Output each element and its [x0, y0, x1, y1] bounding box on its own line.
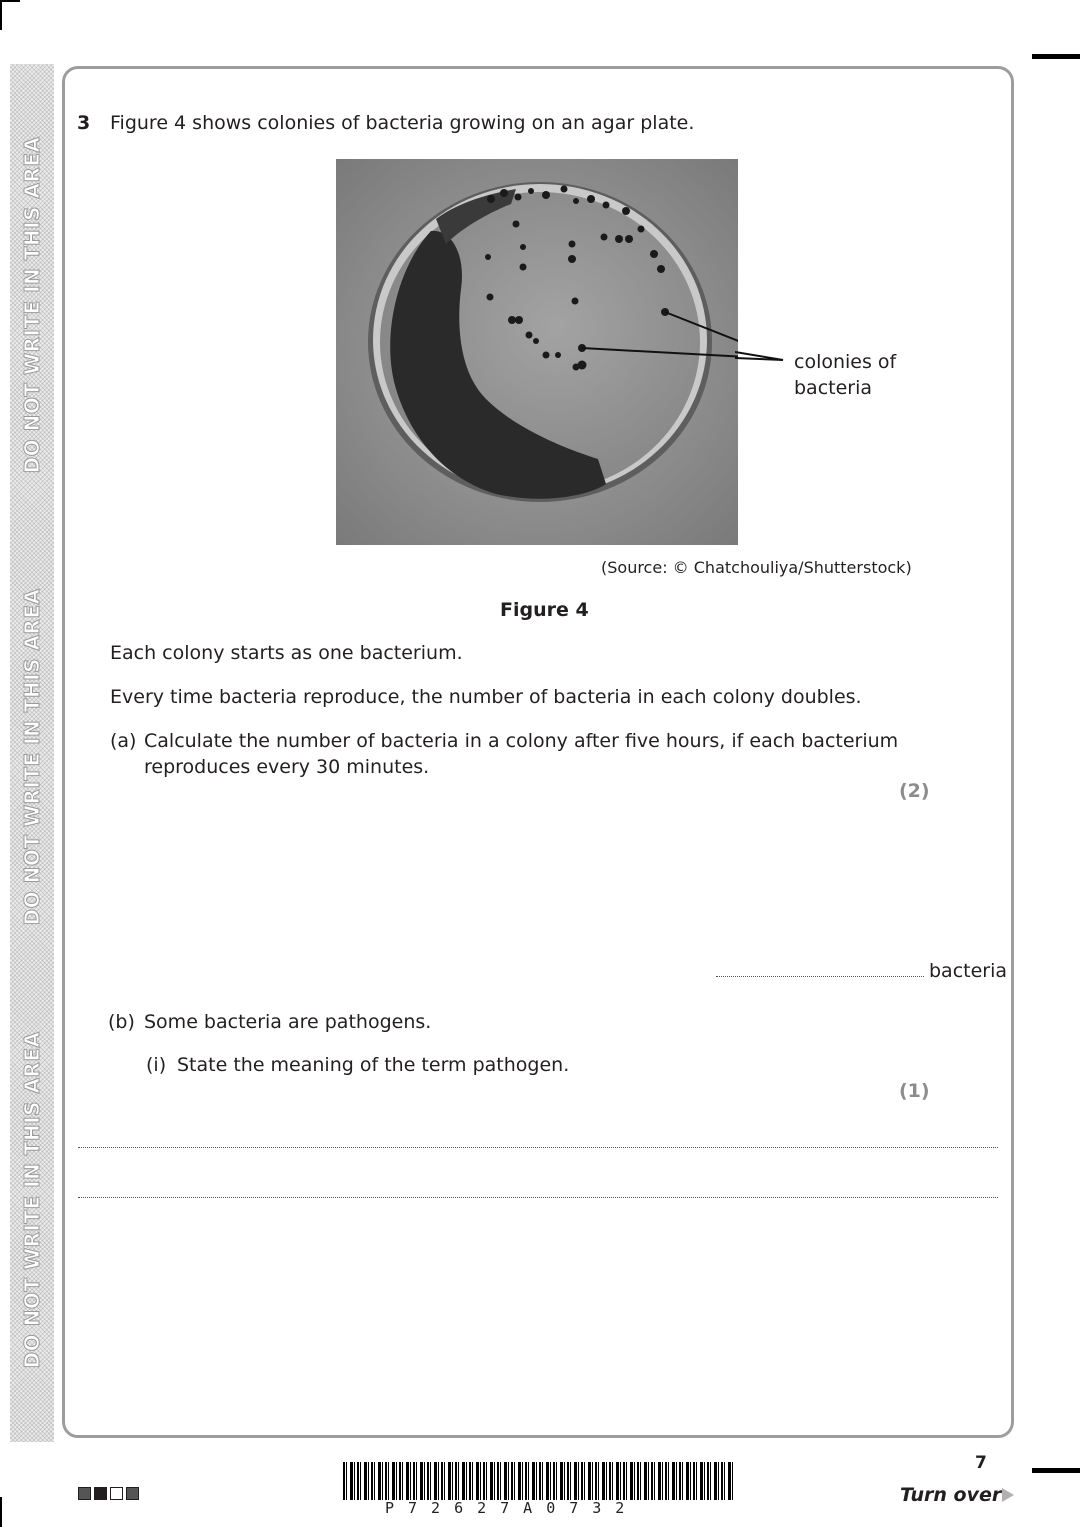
part-a-answer-unit: bacteria	[929, 960, 1008, 982]
answer-line-2[interactable]	[78, 1197, 998, 1198]
page-marker-square	[78, 1487, 91, 1500]
part-a-marks: (2)	[899, 780, 930, 802]
figure-label-line2: bacteria	[794, 377, 873, 399]
turn-over-text: Turn over	[900, 1484, 1002, 1506]
part-a-text-line1: Calculate the number of bacteria in a colony after five hours, if each bacterium	[144, 730, 899, 752]
part-b-text: Some bacteria are pathogens.	[144, 1011, 432, 1033]
figure-label-line1: colonies of	[794, 351, 897, 373]
part-a-text-line2: reproduces every 30 minutes.	[144, 756, 430, 778]
question-number: 3	[77, 112, 91, 134]
page-marker-square	[94, 1487, 107, 1500]
part-a-label: (a)	[110, 730, 137, 752]
margin-warning: DO NOT WRITE IN THIS AREA	[20, 1031, 44, 1369]
page-number: 7	[975, 1453, 987, 1473]
crop-mark-top-left-v	[0, 0, 2, 30]
part-b-label: (b)	[108, 1011, 135, 1033]
page-marker-square	[110, 1487, 123, 1500]
margin-warning: DO NOT WRITE IN THIS AREA	[20, 136, 44, 474]
part-b-i-label: (i)	[146, 1054, 167, 1076]
crop-mark-top-right	[1032, 54, 1080, 59]
label-leader-lines	[735, 340, 785, 370]
crop-mark-bottom-left	[0, 1497, 2, 1527]
part-b-i-text: State the meaning of the term pathogen.	[177, 1054, 570, 1076]
question-intro: Figure 4 shows colonies of bacteria growing on an agar plate.	[110, 112, 695, 134]
crop-mark-bottom-right	[1032, 1468, 1080, 1473]
answer-line-1[interactable]	[78, 1147, 998, 1148]
crop-mark-top-left-h	[0, 0, 20, 2]
margin-warning: DO NOT WRITE IN THIS AREA	[20, 588, 44, 926]
figure-source: (Source: © Chatchouliya/Shutterstock)	[601, 558, 912, 577]
turn-over-arrow-icon	[1000, 1486, 1016, 1504]
part-a-answer-line[interactable]	[716, 976, 924, 977]
page-marker-square	[126, 1487, 139, 1500]
barcode	[343, 1462, 735, 1500]
agar-plate-illustration	[336, 159, 738, 545]
agar-plate-photo	[336, 159, 738, 545]
statement-2: Every time bacteria reproduce, the number of bacteria in each colony doubles.	[110, 686, 862, 708]
figure-caption: Figure 4	[500, 599, 589, 621]
part-b-i-marks: (1)	[899, 1080, 930, 1102]
statement-1: Each colony starts as one bacterium.	[110, 642, 463, 664]
barcode-text: P72627A0732	[385, 1499, 639, 1517]
